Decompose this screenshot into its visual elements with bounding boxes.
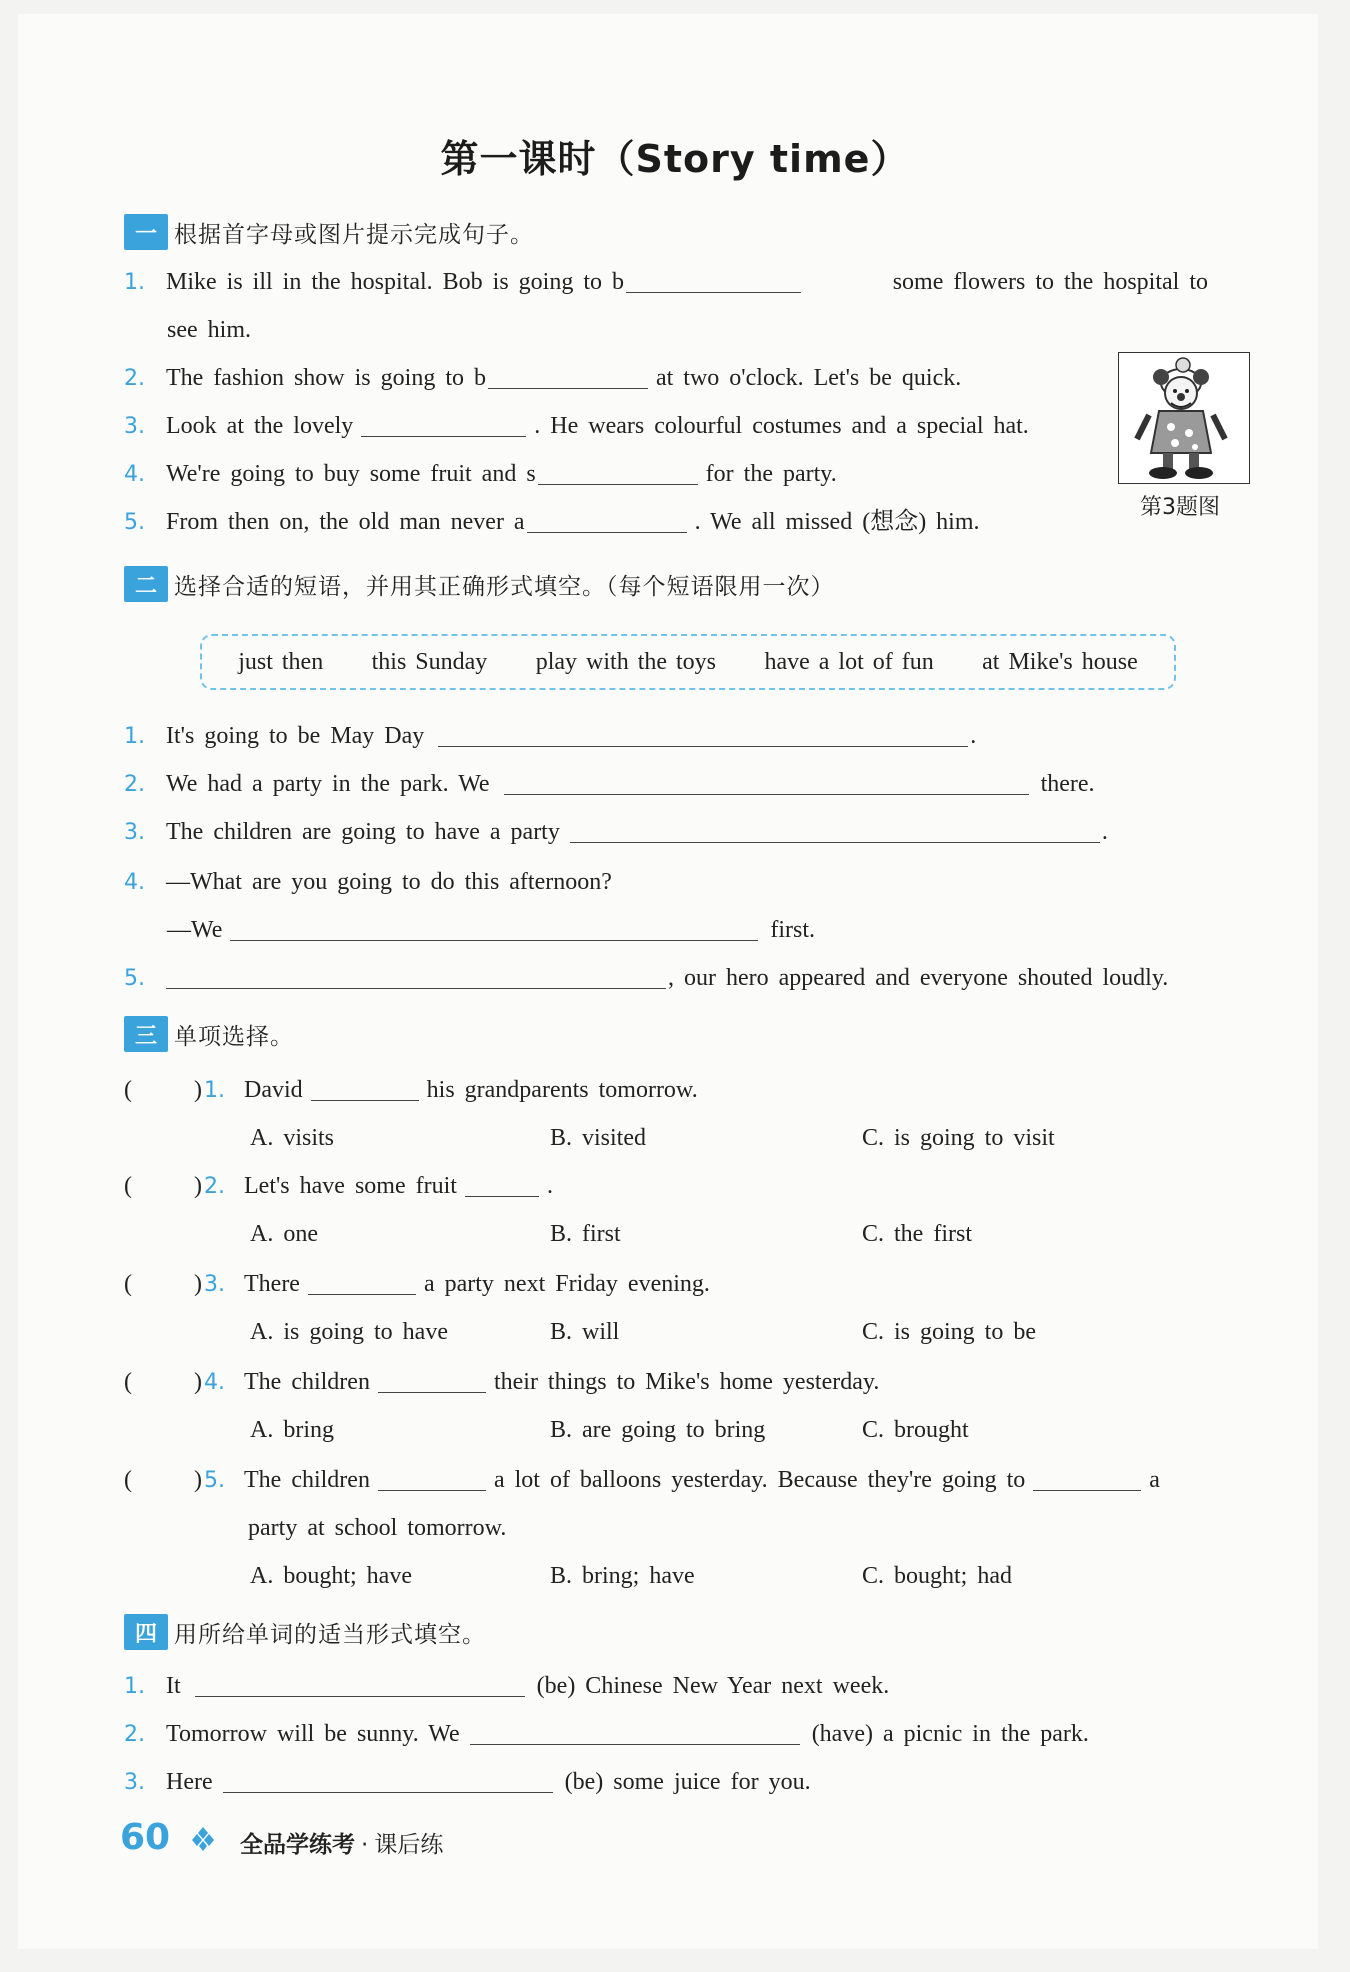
s1-item-1-cont bbox=[124, 314, 1297, 346]
answer-blank[interactable] bbox=[308, 1270, 416, 1295]
answer-paren[interactable]: ( ) bbox=[124, 1369, 202, 1395]
option-b[interactable]: B. are going to bring bbox=[550, 1417, 766, 1443]
item-text: David bbox=[244, 1077, 303, 1103]
answer-paren[interactable]: ( ) bbox=[124, 1077, 202, 1103]
word-option: just then bbox=[238, 648, 324, 675]
answer-blank[interactable] bbox=[195, 1672, 525, 1697]
s1-item-1 bbox=[124, 266, 1208, 299]
answer-blank[interactable] bbox=[1033, 1466, 1141, 1491]
option-a[interactable]: A. bought; have bbox=[250, 1563, 412, 1589]
item-number: 5. bbox=[124, 966, 145, 991]
item-text: Let's have some fruit bbox=[244, 1173, 457, 1199]
item-text: The children are going to have a party bbox=[166, 819, 560, 845]
section-title: 用所给单词的适当形式填空。 bbox=[174, 1621, 486, 1648]
option-c[interactable]: C. brought bbox=[862, 1417, 969, 1443]
s2-item-4-answer bbox=[124, 914, 1297, 946]
word-option: have a lot of fun bbox=[764, 648, 934, 675]
item-text: first. bbox=[770, 917, 816, 943]
page-title: 第一课时（Story time） bbox=[440, 137, 910, 181]
answer-blank[interactable] bbox=[465, 1172, 539, 1197]
item-text: . bbox=[1101, 819, 1108, 845]
item-text: It bbox=[166, 1673, 181, 1699]
answer-blank[interactable] bbox=[538, 460, 698, 485]
answer-blank[interactable] bbox=[166, 964, 666, 989]
mc-question-2 bbox=[124, 1170, 553, 1203]
item-text: there. bbox=[1040, 771, 1095, 797]
item-text: a party next Friday evening. bbox=[423, 1271, 710, 1297]
section-badge: 二 bbox=[124, 566, 168, 602]
figure-caption: 第3题图 bbox=[1140, 495, 1220, 520]
item-text: see him. bbox=[167, 317, 251, 343]
item-number: 4. bbox=[124, 870, 145, 895]
option-a[interactable]: A. visits bbox=[250, 1125, 335, 1151]
s1-item-3 bbox=[124, 410, 1254, 443]
item-text: a lot of balloons yesterday. Because they're going to bbox=[493, 1467, 1026, 1493]
answer-blank[interactable] bbox=[488, 364, 648, 389]
word-option: at Mike's house bbox=[982, 648, 1138, 675]
answer-blank[interactable] bbox=[626, 268, 801, 293]
option-b[interactable]: B. visited bbox=[550, 1125, 647, 1151]
item-number: 3. bbox=[124, 414, 145, 439]
answer-blank[interactable] bbox=[438, 722, 968, 747]
separator: · bbox=[361, 1832, 369, 1858]
answer-paren[interactable]: ( ) bbox=[124, 1173, 202, 1199]
option-a[interactable]: A. bring bbox=[250, 1417, 334, 1443]
item-text: for the party. bbox=[705, 461, 837, 487]
s2-item-4 bbox=[124, 866, 1254, 899]
answer-blank[interactable] bbox=[378, 1466, 486, 1491]
item-number: 4. bbox=[124, 462, 145, 487]
s1-item-5 bbox=[124, 506, 1254, 539]
item-number: 3. bbox=[124, 820, 145, 845]
clown-icon bbox=[1119, 353, 1249, 483]
clown-picture bbox=[1118, 352, 1250, 484]
item-text: We had a party in the park. We bbox=[166, 771, 490, 797]
brand-sub: 课后练 bbox=[374, 1832, 444, 1858]
answer-blank[interactable] bbox=[230, 916, 758, 941]
item-number: 2. bbox=[124, 772, 145, 797]
item-number: 2. bbox=[204, 1174, 225, 1199]
item-text: Here bbox=[166, 1769, 213, 1795]
item-text: , our hero appeared and everyone shouted loudly. bbox=[668, 965, 1169, 991]
answer-blank[interactable] bbox=[570, 818, 1100, 843]
section-title: 选择合适的短语，并用其正确形式填空。（每个短语限用一次） bbox=[174, 573, 835, 600]
item-text: Mike is ill in the hospital. Bob is going to b bbox=[166, 269, 625, 295]
item-number: 1. bbox=[124, 724, 145, 749]
section-title: 单项选择。 bbox=[174, 1023, 294, 1050]
answer-blank[interactable] bbox=[470, 1720, 800, 1745]
answer-blank[interactable] bbox=[223, 1768, 553, 1793]
item-text: We're going to buy some fruit and s bbox=[166, 461, 536, 487]
s2-item-5 bbox=[124, 962, 1254, 995]
item-text: From then on, the old man never a bbox=[166, 509, 525, 535]
mc-question-5 bbox=[124, 1464, 1160, 1497]
option-a[interactable]: A. is going to have bbox=[250, 1319, 448, 1345]
item-text: . bbox=[546, 1173, 553, 1199]
word-box bbox=[200, 634, 1176, 690]
item-text: (be) Chinese New Year next week. bbox=[536, 1673, 890, 1699]
item-text: (be) some juice for you. bbox=[564, 1769, 811, 1795]
item-text: . bbox=[970, 723, 977, 749]
option-c[interactable]: C. is going to be bbox=[862, 1319, 1037, 1345]
item-number: 2. bbox=[124, 366, 145, 391]
s2-item-2 bbox=[124, 768, 1254, 801]
option-b[interactable]: B. first bbox=[550, 1221, 621, 1247]
item-text: a bbox=[1149, 1467, 1160, 1493]
section-badge: 四 bbox=[124, 1614, 168, 1650]
section-1-header bbox=[124, 212, 534, 252]
item-text: Tomorrow will be sunny. We bbox=[166, 1721, 460, 1747]
item-text: . He wears colourful costumes and a special hat. bbox=[534, 413, 1029, 439]
item-number: 4. bbox=[204, 1370, 225, 1395]
page-number: 60 bbox=[120, 1817, 171, 1858]
s1-item-2 bbox=[124, 362, 1254, 395]
item-number: 5. bbox=[204, 1468, 225, 1493]
diamond-cluster-icon bbox=[190, 1826, 216, 1852]
option-b[interactable]: B. bring; have bbox=[550, 1563, 695, 1589]
section-badge: 三 bbox=[124, 1016, 168, 1052]
item-text: their things to Mike's home yesterday. bbox=[493, 1369, 880, 1395]
item-text-cont: party at school tomorrow. bbox=[248, 1515, 507, 1541]
item-text: —What are you going to do this afternoon? bbox=[166, 869, 612, 895]
s1-item-4 bbox=[124, 458, 1254, 491]
s4-item-1 bbox=[124, 1670, 1254, 1703]
item-text: There bbox=[244, 1271, 300, 1297]
item-text: some flowers to the hospital to bbox=[892, 269, 1208, 295]
item-text: —We bbox=[167, 917, 223, 943]
section-4-header bbox=[124, 1612, 486, 1652]
item-number: 2. bbox=[124, 1722, 145, 1747]
answer-blank[interactable] bbox=[361, 412, 526, 437]
section-badge: 一 bbox=[124, 214, 168, 250]
s2-item-3 bbox=[124, 816, 1254, 849]
item-text: The fashion show is going to b bbox=[166, 365, 486, 391]
word-option: play with the toys bbox=[535, 648, 717, 675]
item-text: Look at the lovely bbox=[166, 413, 354, 439]
option-c[interactable]: C. is going to visit bbox=[862, 1125, 1055, 1151]
option-a[interactable]: A. one bbox=[250, 1221, 318, 1247]
item-text: at two o'clock. Let's be quick. bbox=[655, 365, 962, 391]
item-text: . We all missed (想念) him. bbox=[694, 509, 980, 535]
footer-brand bbox=[240, 1826, 443, 1859]
item-number: 1. bbox=[204, 1078, 225, 1103]
item-text: his grandparents tomorrow. bbox=[426, 1077, 698, 1103]
section-3-header bbox=[124, 1014, 294, 1054]
s4-item-2 bbox=[124, 1718, 1254, 1751]
item-number: 3. bbox=[204, 1272, 225, 1297]
item-text: (have) a picnic in the park. bbox=[811, 1721, 1089, 1747]
item-text: The children bbox=[244, 1369, 370, 1395]
mc-question-4 bbox=[124, 1366, 879, 1399]
word-option: this Sunday bbox=[371, 648, 488, 675]
brand-name: 全品学练考 bbox=[240, 1832, 355, 1858]
item-text: It's going to be May Day bbox=[166, 723, 425, 749]
section-title: 根据首字母或图片提示完成句子。 bbox=[174, 221, 534, 248]
s4-item-3 bbox=[124, 1766, 1254, 1799]
answer-blank[interactable] bbox=[504, 770, 1029, 795]
option-c[interactable]: C. bought; had bbox=[862, 1563, 1012, 1589]
item-number: 1. bbox=[124, 270, 145, 295]
answer-blank[interactable] bbox=[378, 1368, 486, 1393]
answer-paren[interactable]: ( ) bbox=[124, 1467, 202, 1493]
option-c[interactable]: C. the first bbox=[862, 1221, 972, 1247]
item-text: The children bbox=[244, 1467, 370, 1493]
item-number: 3. bbox=[124, 1770, 145, 1795]
answer-paren[interactable]: ( ) bbox=[124, 1271, 202, 1297]
mc-question-3 bbox=[124, 1268, 710, 1301]
item-number: 5. bbox=[124, 510, 145, 535]
option-b[interactable]: B. will bbox=[550, 1319, 620, 1345]
mc-question-1 bbox=[124, 1074, 698, 1107]
item-number: 1. bbox=[124, 1674, 145, 1699]
s2-item-1 bbox=[124, 720, 1254, 753]
answer-blank[interactable] bbox=[311, 1076, 419, 1101]
section-2-header bbox=[124, 564, 835, 604]
answer-blank[interactable] bbox=[527, 508, 687, 533]
